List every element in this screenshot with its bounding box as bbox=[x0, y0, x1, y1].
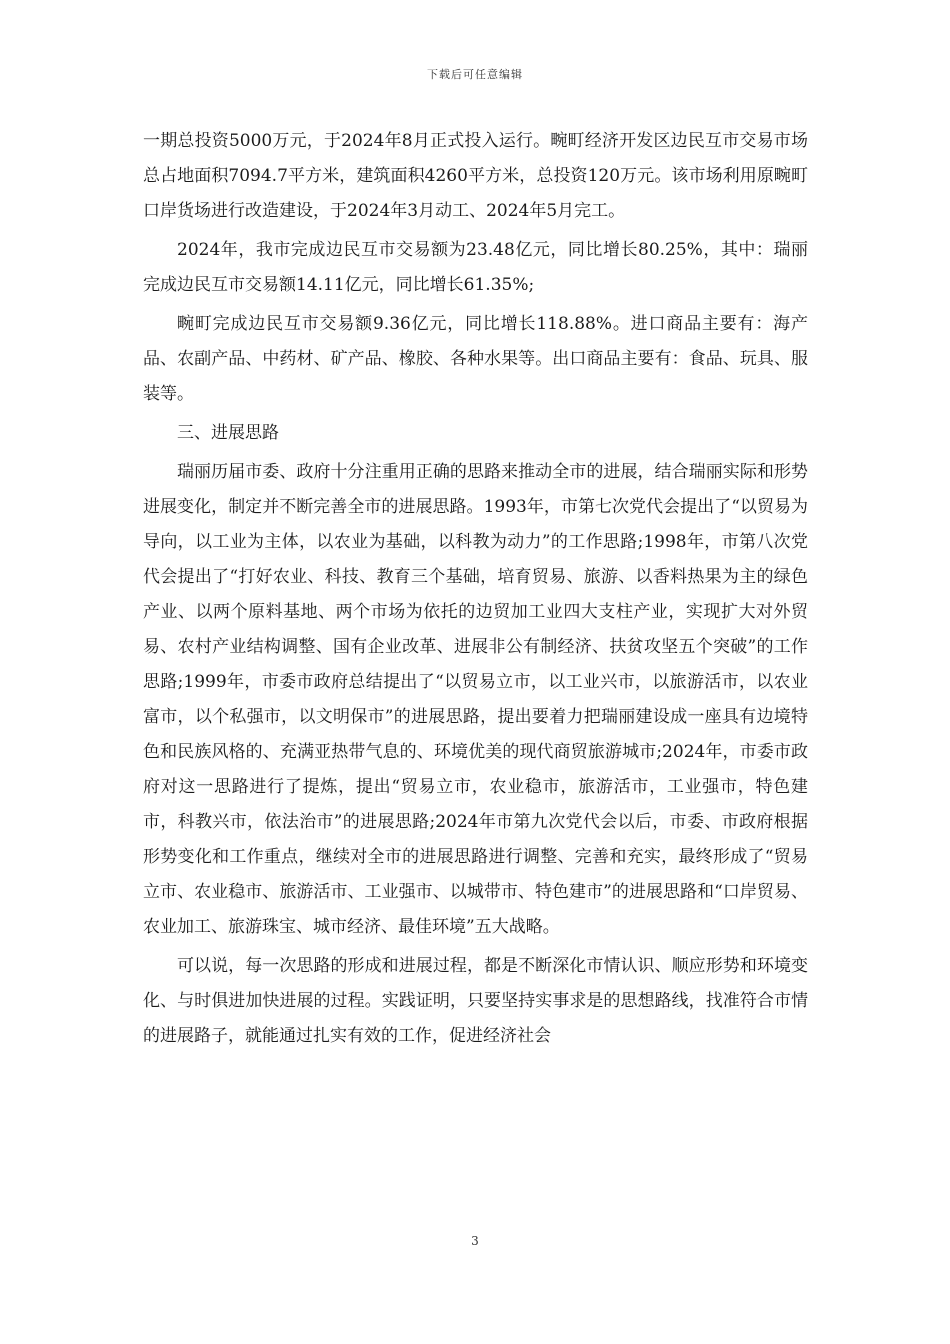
page-header: 下载后可任意编辑 bbox=[427, 68, 523, 81]
paragraph-conclusion: 可以说，每一次思路的形成和进展过程，都是不断深化市情认识、顺应形势和环境变化、与时俱进加快进展的过程。实践证明，只要坚持实事求是的思想路线，找准符合市情的进展路子，就能通过扎实有效的工作，促进经济社会 bbox=[143, 956, 808, 1046]
section-heading: 三、进展思路 bbox=[177, 423, 279, 443]
page-number: 3 bbox=[471, 1234, 479, 1248]
paragraph-investment: 一期总投资5000万元，于2024年8月正式投入运行。畹町经济开发区边民互市交易市场总占地面积7094.7平方米，建筑面积4260平方米，总投资120万元。该市场利用原畹町口岸货场进行改造建设，于2024年3月动工、2024年5月完工。 bbox=[143, 131, 808, 221]
document-body bbox=[143, 124, 808, 1058]
paragraph-wanding-trade: 畹町完成边民互市交易额9.36亿元，同比增长118.88%。进口商品主要有：海产品、农副产品、中药材、矿产品、橡胶、各种水果等。出口商品主要有：食品、玩具、服装等。 bbox=[143, 314, 808, 404]
paragraph-development-history: 瑞丽历届市委、政府十分注重用正确的思路来推动全市的进展，结合瑞丽实际和形势进展变化，制定并不断完善全市的进展思路。1993年，市第七次党代会提出了“以贸易为导向，以工业为主体，以农业为基础，以科教为动力”的工作思路;1998年，市第八次党代会提出了“打好农业、科技、教育三个基础，培育贸易、旅游、以香料热果为主的绿色产业、以两个原料基地、两个市场为依托的边贸加工业四大支柱产业，实现扩大对外贸易、农村产业结构调整、国有企业改革、进展非公有制经济、扶贫攻坚五个突破”的工作思路;1999年，市委市政府总结提出了“以贸易立市，以工业兴市，以旅游活市，以农业富市，以个私强市，以文明保市”的进展思路，提出要着力把瑞丽建设成一座具有边境特色和民族风格的、充满亚热带气息的、环境优美的现代商贸旅游城市;2024年，市委市政府对这一思路进行了提炼，提出“贸易立市，农业稳市，旅游活市，工业强市，特色建市，科教兴市，依法治市”的进展思路;2024年市第九次党代会以后，市委、市政府根据形势变化和工作重点，继续对全市的进展思路进行调整、完善和充实，最终形成了“贸易立市、农业稳市、旅游活市、工业强市、以城带市、特色建市”的进展思路和“口岸贸易、农业加工、旅游珠宝、城市经济、最佳环境”五大战略。 bbox=[143, 462, 808, 937]
paragraph-trade-volume: 2024年，我市完成边民互市交易额为23.48亿元，同比增长80.25%，其中：瑞丽完成边民互市交易额14.11亿元，同比增长61.35%; bbox=[143, 240, 808, 295]
